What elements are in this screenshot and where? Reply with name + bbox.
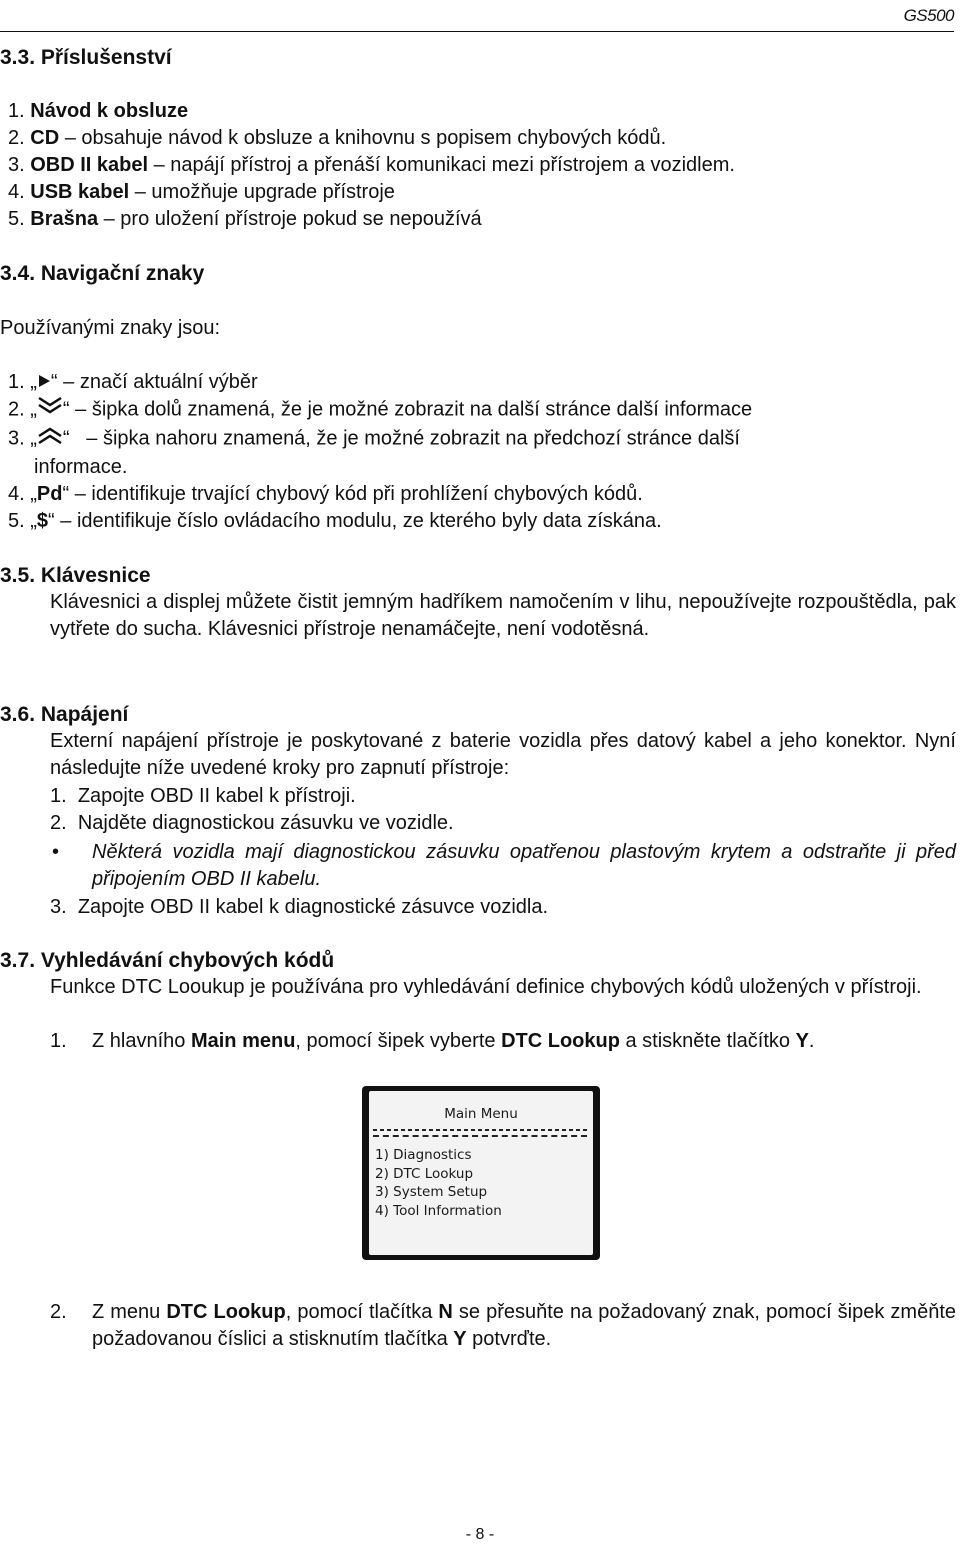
- list-item: 5. „$“ – identifikuje číslo ovládacího modulu, ze kterého byly data získána.: [8, 510, 662, 532]
- list-item: 5. Brašna – pro uložení přístroje pokud se nepoužívá: [8, 208, 482, 230]
- list-item: 1. Návod k obsluze: [8, 100, 189, 122]
- bullet-note: Některá vozidla mají diagnostickou zásuvku opatřenou plastovým krytem a odstraňte ji před připojením OBD II kabelu.: [92, 841, 956, 890]
- bullet-mark: •: [52, 841, 60, 863]
- keyboard-paragraph: Klávesnici a displej můžete čistit jemným hadříkem namočením v lihu, nepoužívejte rozpouštědla, pak vytřete do sucha. Klávesnici přístroje nenamáčejte, není vodotěsná.: [50, 591, 956, 640]
- list-item: 3. OBD II kabel – napájí přístroj a přenáší komunikaci mezi přístrojem a vozidlem.: [8, 154, 735, 176]
- double-chevron-up-icon: [37, 425, 63, 453]
- section-title-dtc-lookup: 3.7. Vyhledávání chybových kódů: [0, 949, 335, 972]
- section-title-power: 3.6. Napájení: [0, 703, 129, 726]
- section-title-accessories: 3.3. Příslušenství: [0, 46, 172, 69]
- screen-menu-item: 3) System Setup: [375, 1184, 488, 1200]
- dtc-paragraph: Funkce DTC Looukup je používána pro vyhledávání definice chybových kódů uložených v přístroji.: [50, 976, 922, 998]
- step-number: 1.: [50, 1030, 67, 1052]
- page-number: - 8 -: [465, 1526, 495, 1543]
- section-title-navigation: 3.4. Navigační znaky: [0, 262, 205, 285]
- document-code: GS500: [0, 2, 954, 32]
- step-number: 2.: [50, 1301, 67, 1323]
- step-item: 2. Najděte diagnostickou zásuvku ve vozidle.: [50, 812, 454, 834]
- screen-menu-item: 4) Tool Information: [375, 1202, 502, 1219]
- nav-intro: Používanými znaky jsou:: [0, 317, 221, 339]
- screen-menu-list: [375, 1146, 502, 1220]
- list-item: 4. USB kabel – umožňuje upgrade přístroje: [8, 181, 395, 203]
- screen-divider: [373, 1129, 587, 1137]
- play-arrow-icon: [37, 369, 51, 396]
- device-screen-main-menu: [362, 1086, 600, 1260]
- list-item: 2. „ “ – šipka dolů znamená, že je možné zobrazit na další stránce další informace: [8, 396, 752, 424]
- step-item: Z hlavního Main menu, pomocí šipek vyberte DTC Lookup a stiskněte tlačítko Y.: [92, 1030, 815, 1052]
- step-item: 3. Zapojte OBD II kabel k diagnostické zásuvce vozidla.: [50, 896, 549, 918]
- step-item: Z menu DTC Lookup, pomocí tlačítka N se přesuňte na požadovaný znak, pomocí šipek změňte požadovanou číslici a stisknutím tlačítka Y potvrďte.: [92, 1301, 957, 1350]
- double-chevron-down-icon: [37, 396, 63, 424]
- step-item: 1. Zapojte OBD II kabel k přístroji.: [50, 785, 356, 807]
- list-item: 3. „ “ – šipka nahoru znamená, že je možné zobrazit na předchozí stránce další: [8, 425, 740, 453]
- power-paragraph: Externí napájení přístroje je poskytované z baterie vozidla přes datový kabel a jeho konektor. Nyní následujte níže uvedené kroky pro zapnutí přístroje:: [50, 730, 956, 779]
- list-item: 4. „Pd“ – identifikuje trvající chybový kód při prohlížení chybových kódů.: [8, 483, 643, 505]
- screen-display: [369, 1091, 593, 1255]
- list-item: 2. CD – obsahuje návod k obsluze a knihovnu s popisem chybových kódů.: [8, 127, 667, 149]
- screen-title: Main Menu: [444, 1106, 518, 1122]
- list-item: 1. „ “ – značí aktuální výběr: [8, 369, 258, 396]
- screen-menu-item: 2) DTC Lookup: [375, 1165, 474, 1182]
- section-title-keyboard: 3.5. Klávesnice: [0, 564, 151, 587]
- screen-menu-item: 1) Diagnostics: [375, 1147, 472, 1163]
- list-item-continuation: informace.: [34, 456, 128, 478]
